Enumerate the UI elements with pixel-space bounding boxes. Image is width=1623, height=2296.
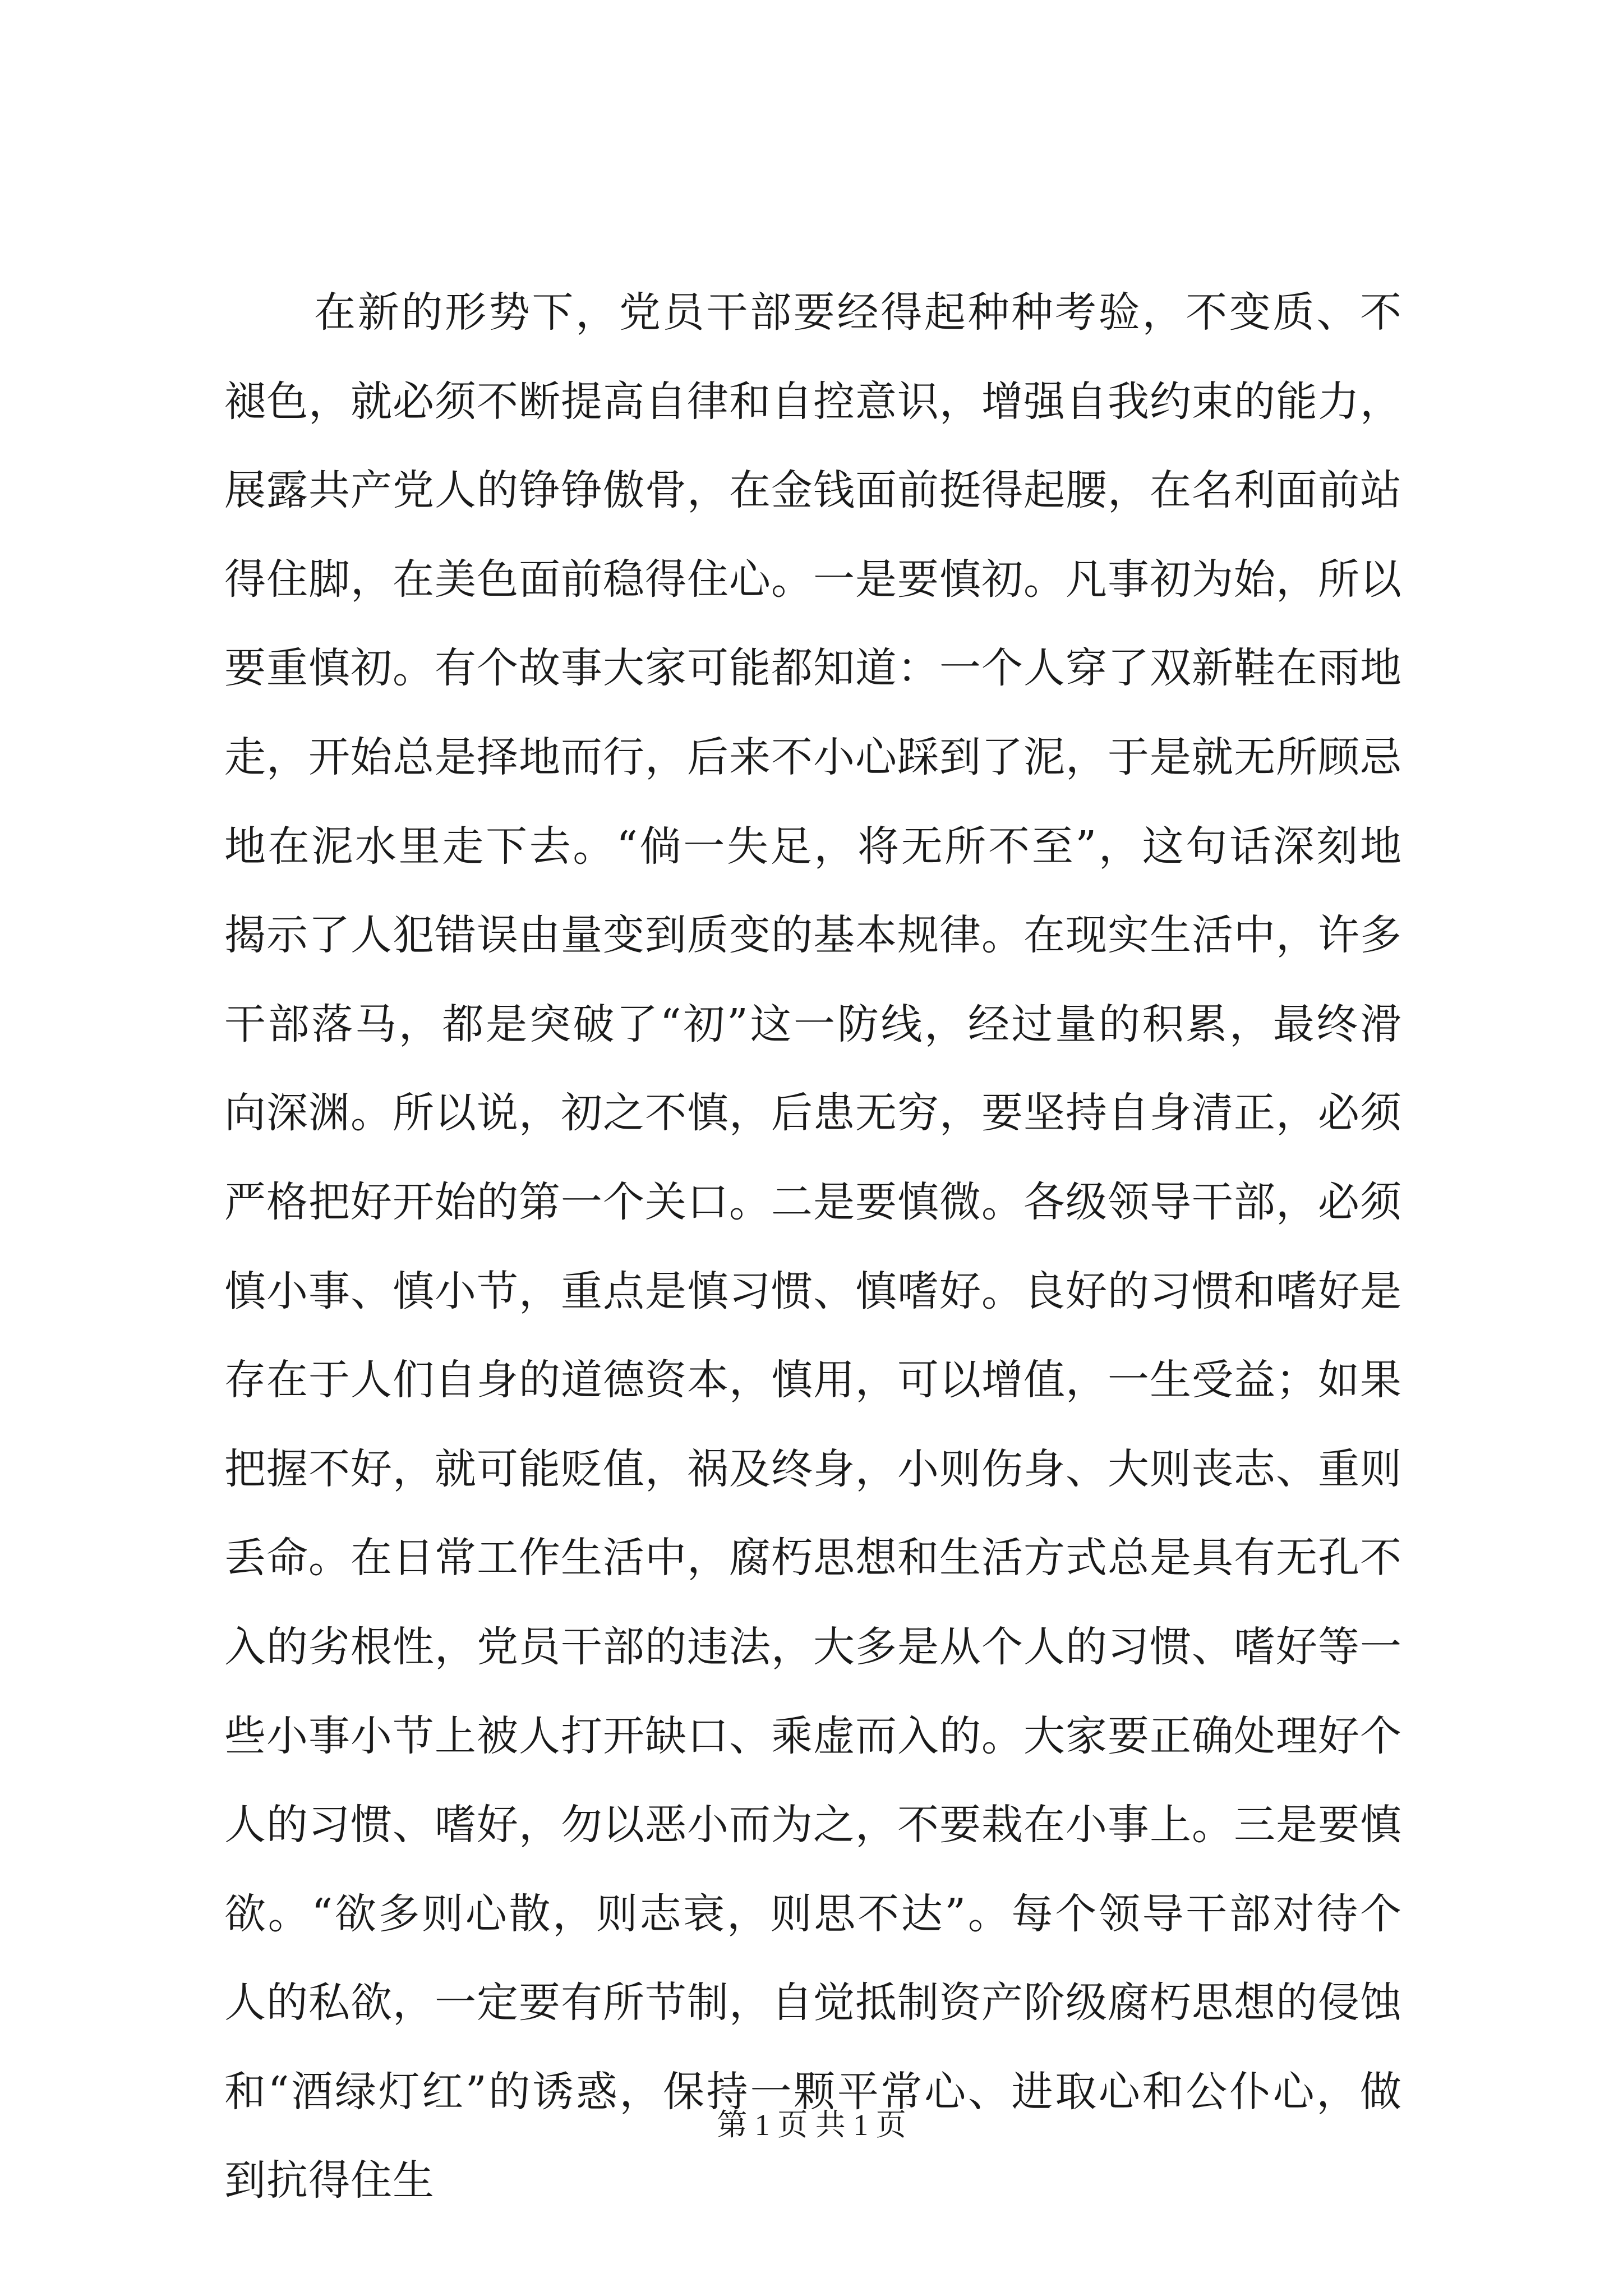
page-footer: 第 1 页 共 1 页 [717, 2108, 906, 2142]
body-paragraph: 在新的形势下，党员干部要经得起种种考验，不变质、不褪色，就必须不断提高自律和自控意识，增强自我约束的能力，展露共产党人的铮铮傲骨，在金钱面前挺得起腰，在名利面前站得住脚，在美色面前稳得住心。一是要慎初。凡事初为始，所以要重慎初。有个故事大家可能都知道：一个人穿了双新鞋在雨地走，开始总是择地而行，后来不小心踩到了泥，于是就无所顾忌地在泥水里走下去。“倘一失足，将无所不至”，这句话深刻地揭示了人犯错误由量变到质变的基本规律。在现实生活中，许多干部落马，都是突破了“初”这一防线，经过量的积累，最终滑向深渊。所以说，初之不慎，后患无穷，要坚持自身清正，必须严格把好开始的第一个关口。二是要慎微。各级领导干部，必须慎小事、慎小节，重点是慎习惯、慎嗜好。良好的习惯和嗜好是存在于人们自身的道德资本，慎用，可以增值，一生受益；如果把握不好，就可能贬值，祸及终身，小则伤身、大则丧志、重则丢命。在日常工作生活中，腐朽思想和生活方式总是具有无孔不入的劣根性，党员干部的违法，大多是从个人的习惯、嗜好等一些小事小节上被人打开缺口、乘虚而入的。大家要正确处理好个人的习惯、嗜好，勿以恶小而为之，不要栽在小事上。三是要慎欲。“欲多则心散，则志衰，则思不达”。每个领导干部对待个人的私欲，一定要有所节制，自觉抵制资产阶级腐朽思想的侵蚀和“酒绿灯红”的诱惑，保持一颗平常心、进取心和公仆心，做到抗得住生 [224, 288, 1402, 2205]
